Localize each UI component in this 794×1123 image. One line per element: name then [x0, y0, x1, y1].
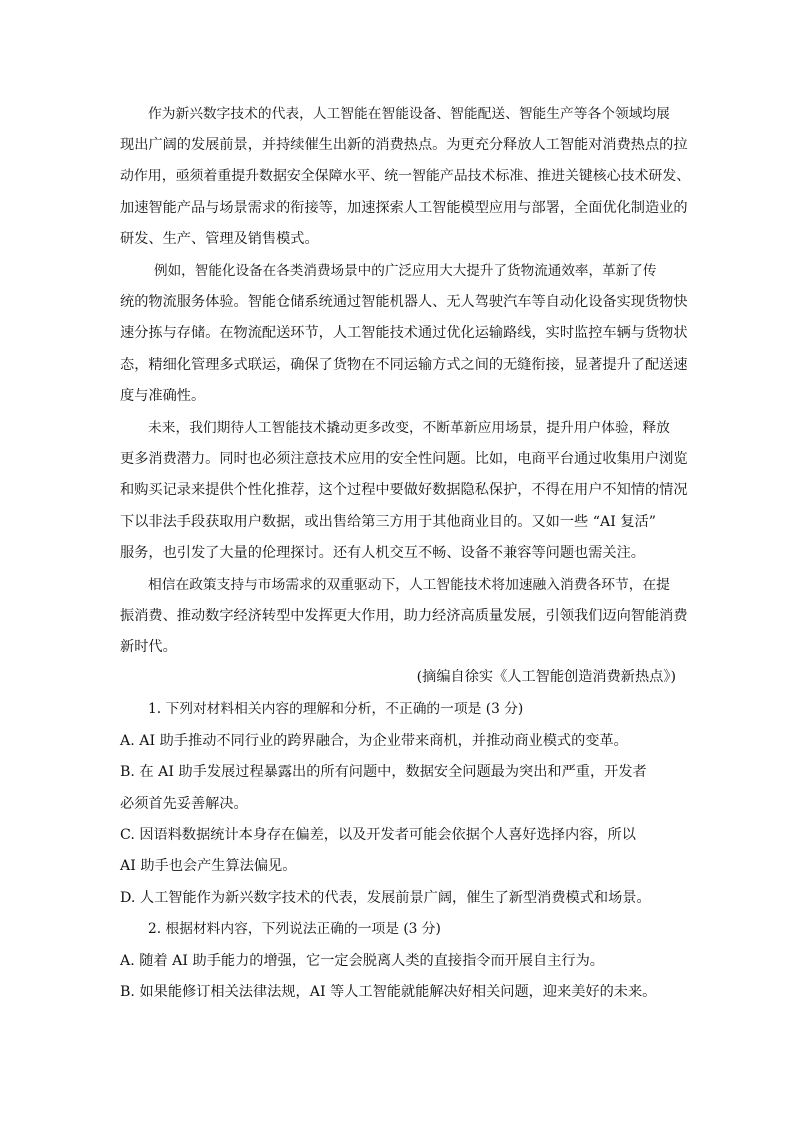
paragraph-1-line-4: 加速智能产品与场景需求的衔接等，加速探索人工智能模型应用与部署，全面优化制造业的	[120, 200, 688, 216]
paragraph-1-line-5: 研发、生产、管理及销售模式。	[120, 231, 319, 247]
paragraph-2-line-1: 例如，智能化设备在各类消费场景中的广泛应用大大提升了货物流通效率，革新了传	[154, 263, 657, 279]
source-citation: (摘编自徐实《人工智能创造消费新热点》)	[416, 669, 676, 685]
question-2-stem: 2. 根据材料内容，下列说法正确的一项是 (3 分)	[148, 921, 441, 937]
paragraph-4-line-2: 振消费、推动数字经济转型中发挥更大作用，助力经济高质量发展，引领我们迈向智能消费	[120, 608, 688, 624]
question-1-option-b-line-1: B. 在 AI 助手发展过程暴露出的所有问题中，数据安全问题最为突出和严重，开发者	[120, 764, 647, 780]
paragraph-4-line-3: 新时代。	[120, 639, 177, 655]
question-1-option-b-line-2: 必须首先妥善解决。	[120, 796, 248, 812]
question-1-option-c-line-2: AI 助手也会产生算法偏见。	[120, 858, 297, 874]
paragraph-3-line-1: 未来，我们期待人工智能技术撬动更多改变，不断革新应用场景，提升用户体验，释放	[148, 420, 670, 436]
question-1-option-c-line-1: C. 因语料数据统计本身存在偏差，以及开发者可能会依据个人喜好选择内容，所以	[120, 827, 636, 843]
question-1-option-d: D. 人工智能作为新兴数字技术的代表，发展前景广阔，催生了新型消费模式和场景。	[120, 890, 651, 906]
question-2-option-a: A. 随着 AI 助手能力的增强，它一定会脱离人类的直接指令而开展自主行为。	[120, 953, 604, 969]
paragraph-4-line-1: 相信在政策支持与市场需求的双重驱动下，人工智能技术将加速融入消费各环节，在提	[148, 577, 670, 593]
paragraph-1-line-2: 现出广阔的发展前景，并持续催生出新的消费热点。为更充分释放人工智能对消费热点的拉	[120, 137, 688, 153]
paragraph-1-line-3: 动作用，亟须着重提升数据安全保障水平、统一智能产品技术标准、推进关键核心技术研发、	[120, 168, 691, 184]
question-1-option-a: A. AI 助手推动不同行业的跨界融合，为企业带来商机，并推动商业模式的变革。	[120, 733, 628, 749]
paragraph-3-line-4: 下以非法手段获取用户数据，或出售给第三方用于其他商业目的。又如一些 “AI 复活”	[120, 514, 656, 530]
question-1-stem: 1. 下列对材料相关内容的理解和分析，不正确的一项是 (3 分)	[148, 701, 524, 717]
paragraph-2-line-3: 速分拣与存储。在物流配送环节，人工智能技术通过优化运输路线，实时监控车辆与货物状	[120, 325, 688, 341]
paragraph-2-line-5: 度与准确性。	[120, 388, 206, 404]
question-2-option-b: B. 如果能修订相关法律法规，AI 等人工智能就能解决好相关问题，迎来美好的未来。	[120, 984, 657, 1000]
paragraph-2-line-4: 态，精细化管理多式联运，确保了货物在不同运输方式之间的无缝衔接，显著提升了配送速	[120, 357, 688, 373]
paragraph-3-line-2: 更多消费潜力。同时也必须注意技术应用的安全性问题。比如，电商平台通过收集用户浏览	[120, 451, 688, 467]
paragraph-1-line-1: 作为新兴数字技术的代表，人工智能在智能设备、智能配送、智能生产等各个领域均展	[148, 106, 670, 122]
paragraph-3-line-3: 和购买记录来提供个性化推荐，这个过程中要做好数据隐私保护，不得在用户不知情的情况	[120, 482, 688, 498]
paragraph-3-line-5: 服务，也引发了大量的伦理探讨。还有人机交互不畅、设备不兼容等问题也需关注。	[120, 545, 645, 561]
paragraph-2-line-2: 统的物流服务体验。智能仓储系统通过智能机器人、无人驾驶汽车等自动化设备实现货物快	[120, 294, 688, 310]
